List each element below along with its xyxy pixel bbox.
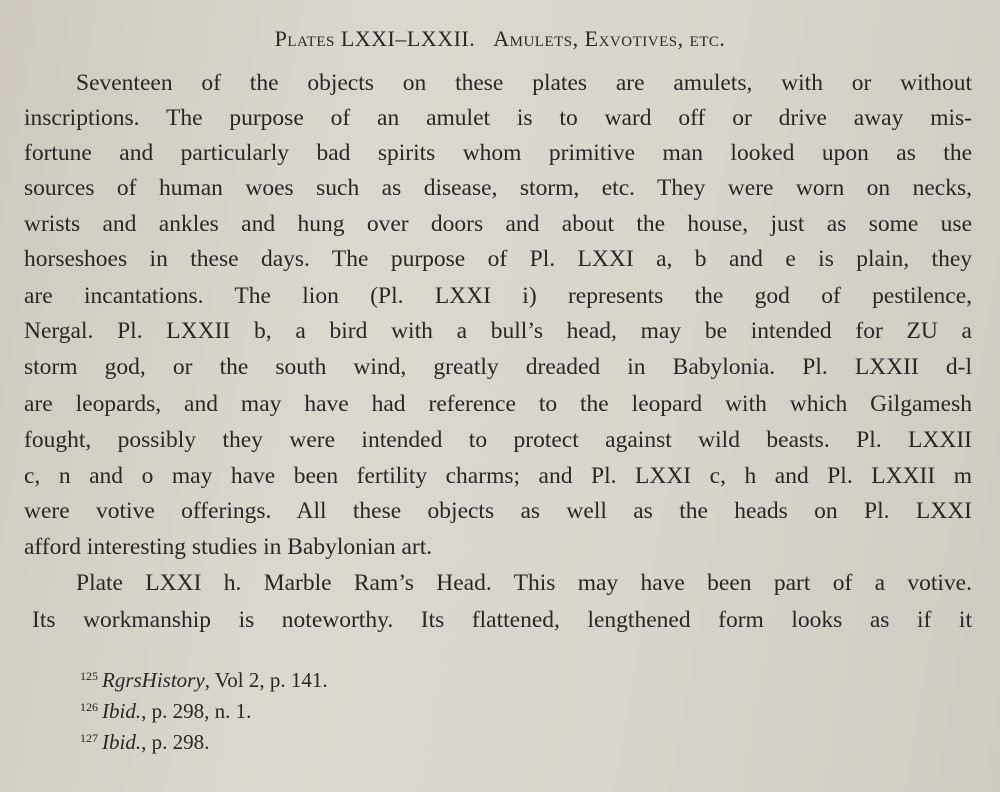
body-line: c, n and o may have been fertility charms; and Pl. LXXI c, h and Pl. LXXII m — [24, 463, 972, 489]
footnote-number: 126 — [80, 700, 98, 714]
body-line: wrists and ankles and hung over doors and about the house, just as some use — [24, 211, 972, 237]
footnote — [80, 726, 209, 754]
footnote-source: Ibid. — [102, 730, 142, 754]
body-line: Plate LXXI h. Marble Ram’s Head. This may have been part of a votive. — [76, 570, 972, 596]
footnote-number: 127 — [80, 731, 98, 745]
body-line: Its workmanship is noteworthy. Its flattened, lengthened form looks as if it — [32, 607, 972, 633]
footnote-source: RgrsHistory — [102, 668, 205, 692]
footnote-text: , p. 298. — [141, 730, 210, 754]
body-line: sources of human woes such as disease, storm, etc. They were worn on necks, — [24, 175, 972, 201]
footnote — [80, 664, 328, 692]
body-line: storm god, or the south wind, greatly dreaded in Babylonia. Pl. LXXII d-l — [24, 354, 972, 380]
heading-subject: Amulets, Exvotives, etc. — [493, 26, 726, 51]
body-line: are incantations. The lion (Pl. LXXI i) represents the god of pestilence, — [24, 283, 972, 309]
body-line: inscriptions. The purpose of an amulet is to ward off or drive away mis- — [24, 105, 972, 131]
section-heading — [0, 26, 1000, 52]
body-line: fortune and particularly bad spirits whom primitive man looked upon as the — [24, 140, 972, 166]
body-line: Nergal. Pl. LXXII b, a bird with a bull’s head, may be intended for ZU a — [24, 318, 972, 344]
body-line: horseshoes in these days. The purpose of Pl. LXXI a, b and e is plain, they — [24, 246, 972, 272]
heading-plates: Plates LXXI–LXXII. — [274, 26, 476, 51]
body-line: are leopards, and may have had reference to the leopard with which Gilgamesh — [24, 391, 972, 417]
footnote-source: Ibid. — [102, 699, 142, 723]
footnote-text: , p. 298, n. 1. — [141, 699, 252, 723]
footnote-number: 125 — [80, 669, 98, 683]
body-line: fought, possibly they were intended to protect against wild beasts. Pl. LXXII — [24, 427, 972, 453]
body-line: afford interesting studies in Babylonian art. — [24, 534, 433, 560]
footnote-text: , Vol 2, p. 141. — [204, 668, 328, 692]
footnote — [80, 695, 251, 723]
body-line: were votive offerings. All these objects as well as the heads on Pl. LXXI — [24, 498, 972, 524]
body-line: Seventeen of the objects on these plates are amulets, with or without — [76, 70, 972, 96]
